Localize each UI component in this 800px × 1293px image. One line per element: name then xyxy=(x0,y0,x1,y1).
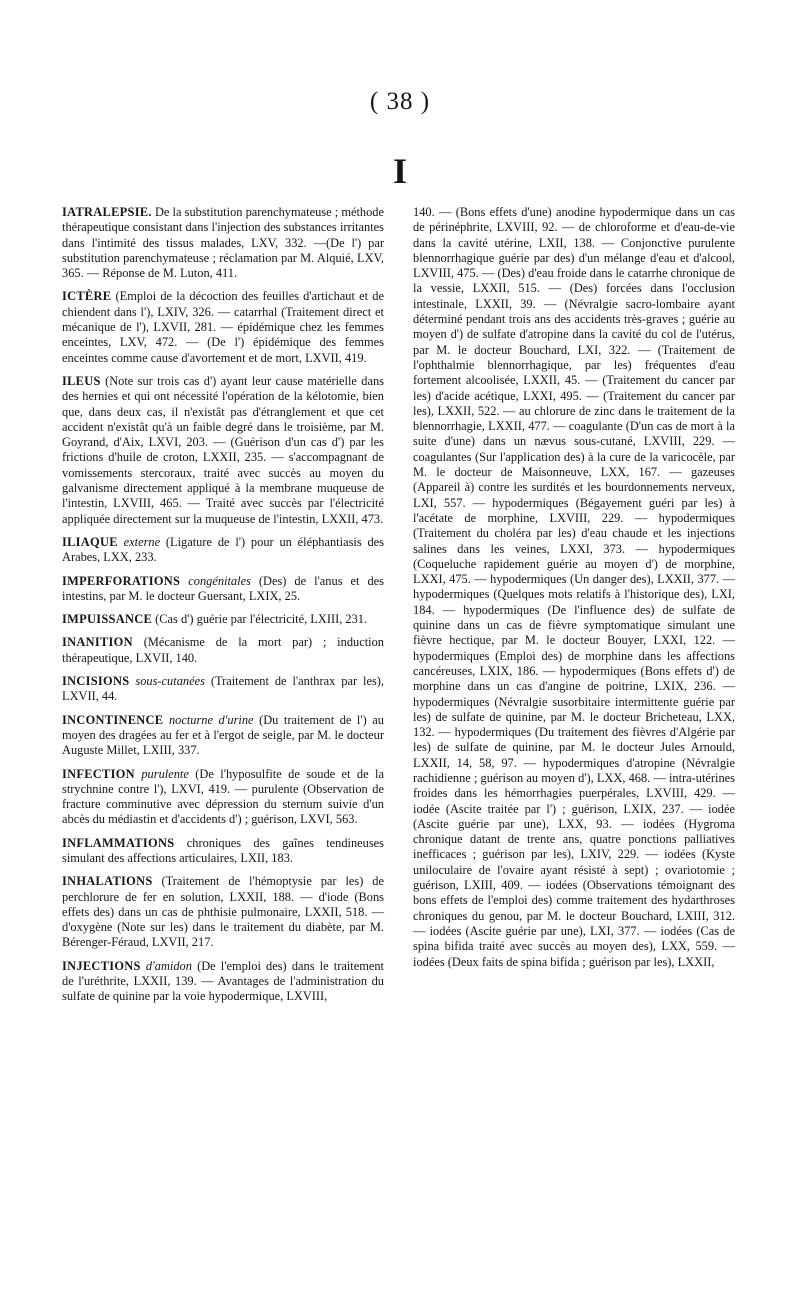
entry-iliaque: ILIAQUE externe (Ligature de l') pour un éléphantiasis des Arabes, LXX, 233. xyxy=(62,534,384,565)
entry-impuissance: IMPUISSANCE (Cas d') guérie par l'électricité, LXIII, 231. xyxy=(62,612,368,627)
entry-inanition: INANITION (Mécanisme de la mort par) ; induction thérapeutique, LXVII, 140. xyxy=(62,635,384,665)
entry-ictere: ICTÈRE (Emploi de la décoction des feuilles d'artichaut et de chiendent dans l'), LXIV, 326. — catarrhal (Traitement direct et mécanique de l'), LXVII, 281. — épidémique chez les femmes enceintes, LXV, 472. — (De l') épidémique des femmes enceintes comme cause d'avortement et de mort, LXVII, 419. xyxy=(62,289,384,365)
entry-iatralepsie: IATRALEPSIE. De la substitution parenchymateuse ; méthode thérapeutique consistant dans l'injection des substances irritantes dans l'intimité des tissus malades, LXV, 332. —(De l') par substitution parenchymateuse ; réclamation par M. Alquié, LXV, 365. — Réponse de M. Luton, 411. xyxy=(62,205,384,281)
entry-injections: INJECTIONS d'amidon (De l'emploi des) dans le traitement de l'uréthrite, LXXII, 139. — Avantages de l'administration du sulfate de quinine par la voie hypodermique, LXVIII, xyxy=(62,958,384,1004)
section-letter: I xyxy=(392,151,407,191)
left-column xyxy=(62,205,384,1013)
entry-inflammations: INFLAMMATIONS chroniques des gaînes tendineuses simulant des affections articulaires, LXII, 183. xyxy=(62,835,384,865)
entry-ileus: ILEUS (Note sur trois cas d') ayant leur cause matérielle dans des hernies et qui ont nécessité l'opération de la kélotomie, bien que, dans deux cas, il n'existât pas d'étranglement et que cet accident n'existât qu'à un faible degré dans le troisième, par M. Goyrand, d'Aix, LXVI, 203. — (Guérison d'un cas d') par les frictions d'huile de croton, LXXII, 235. — s'accompagnant de vomissements stercoraux, traité avec succès au moyen du galvanisme directement appliqué à la membrane muqueuse de l'intestin, LXVIII, 465. — Traité avec succès par l'électricité appliquée directement sur la muqueuse de l'intestin, LXXII, 473. xyxy=(62,373,384,526)
page-number: ( 38 ) xyxy=(369,88,431,115)
entry-injections-continued: 140. — (Bons effets d'une) anodine hypodermique dans un cas de périnéphrite, LXVIII, 92. — de chloroforme et d'eau-de-vie dans la cavité utérine, LXII, 138. — Conjonctive purulente blennorrhagique guérie par des) d'un mélange d'eau et d'alcool, LXVIII, 475. — (Des) d'eau froide dans le catarrhe chronique de la vessie, LXXII, 515. — (Des) forcées dans l'occlusion intestinale, LXXII, 39. — (Névralgie sacro-lombaire ayant déterminé pendant trois ans des accidents très-graves ; guérie au moyen d') de sulfate d'atropine dans la cavité du col de l'utérus, par M. le docteur Bouchard, LXI, 322. — (Traitement de l'ophthalmie blennorrhagique, par les) fréquentes d'eau fortement alcoolisée, LXXII, 45. — (Traitement du cancer par les) d'acide acétique, LXXI, 495. — (Traitement du cancer par les), LXXII, 522. — au chlorure de zinc dans le traitement de la blennorrhagie, LXXII, 477. — coagulante (D'un cas de mort à la suite d'une) dans un nævus sous-cutané, LXVIII, 229. — coagulantes (Sur l'application des) à la cure de la varicocèle, par M. le docteur de Maisonneuve, LXX, 167. — gazeuses (Appareil à) contre les surdités et les bourdonnements nerveux, LXI, 557. — hypodermiques (Bégayement guéri par les) à l'acétate de morphine, LXVIII, 229. — hypodermiques (Traitement du choléra par les) d'eau chaude et les injections salines dans les veines, LXXI, 373. — hypodermiques (Coqueluche rapidement guérie au moyen d') de morphine, LXXI, 475. — hypodermiques (Un danger des), LXXII, 377. — hypodermiques (Quelques mots relatifs à l'historique des), LXI, 184. — hypodermiques (De l'influence des) de sulfate de quinine dans un cas de fièvre symptomatique simulant une fièvre hectique, par M. le docteur Bouyer, LXXI, 122. — hypodermiques (Emploi des) de morphine dans les affections cancéreuses, LXIX, 186. — hypodermiques (Bons effets d') de morphine dans un cas d'angine de poitrine, LXIX, 236. — hypodermiques (Névralgie susorbitaire intermittente guérie par les) de sulfate de quinine, par M. le docteur Bricheteau, LXX, 132. — hypodermiques (Du traitement des fièvres d'Algérie par les) de sulfate de quinine, par M. le docteur Jules Arnould, LXXII, 14, 58, 97. — hypodermiques d'atropine (Névralgie rachidienne ; guérison au moyen d'), LXX, 468. — intra-utérines froides dans les hémorrhagies puerpérales, LXVIII, 429. — iodée (Ascite traitée par l') ; guérison, LXIX, 237. — iodée (Ascite guérie par une), LXX, 93. — iodées (Hygroma chronique datant de trente ans, quatre ponctions palliatives inefficaces ; guérison par les), LXIV, 229. — iodées (Kyste uniloculaire de l'ovaire ayant résisté à sept) ; ovariotomie ; guérison, LXIII, 409. — iodées (Observations témoignant des bons effets de l'emploi des) comme traitement des hydarthroses chroniques du genou, par M. le docteur Bouchard, LXIII, 312. — iodées (Ascite guérie par une), LXI, 377. — iodées (Cas de spina bifida traité avec succès au moyen des), LXX, 559. — iodées (Deux faits de spina bifida ; guérison par les), LXXII, xyxy=(413,205,735,969)
entry-inhalations: INHALATIONS (Traitement de l'hémoptysie par les) de perchlorure de fer en solution, LXXII, 188. — d'iode (Bons effets des) dans un cas de phthisie pulmonaire, LXXII, 518. — d'oxygène (Note sur les) dans le traitement du diabète, par M. Bérenger-Féraud, LXVII, 217. xyxy=(62,874,384,950)
entry-infection: INFECTION purulente (De l'hyposulfite de soude et de la strychnine contre l'), LXVI, 419. — purulente (Observation de fracture comminutive avec dépression du sternum suivie d'un abcès du médiastin et d'accidents d') ; guérison, LXVI, 563. xyxy=(62,766,384,827)
right-column xyxy=(413,205,735,970)
entry-incisions: INCISIONS sous-cutanées (Traitement de l'anthrax par les), LXVII, 44. xyxy=(62,674,384,704)
entry-incontinence: INCONTINENCE nocturne d'urine (Du traitement de l') au moyen des dragées au fer et à l'ergot de seigle, par M. le docteur Auguste Millet, LXIII, 337. xyxy=(62,712,384,758)
entry-imperforations: IMPERFORATIONS congénitales (Des) de l'anus et des intestins, par M. le docteur Guersant, LXIX, 25. xyxy=(62,573,384,603)
